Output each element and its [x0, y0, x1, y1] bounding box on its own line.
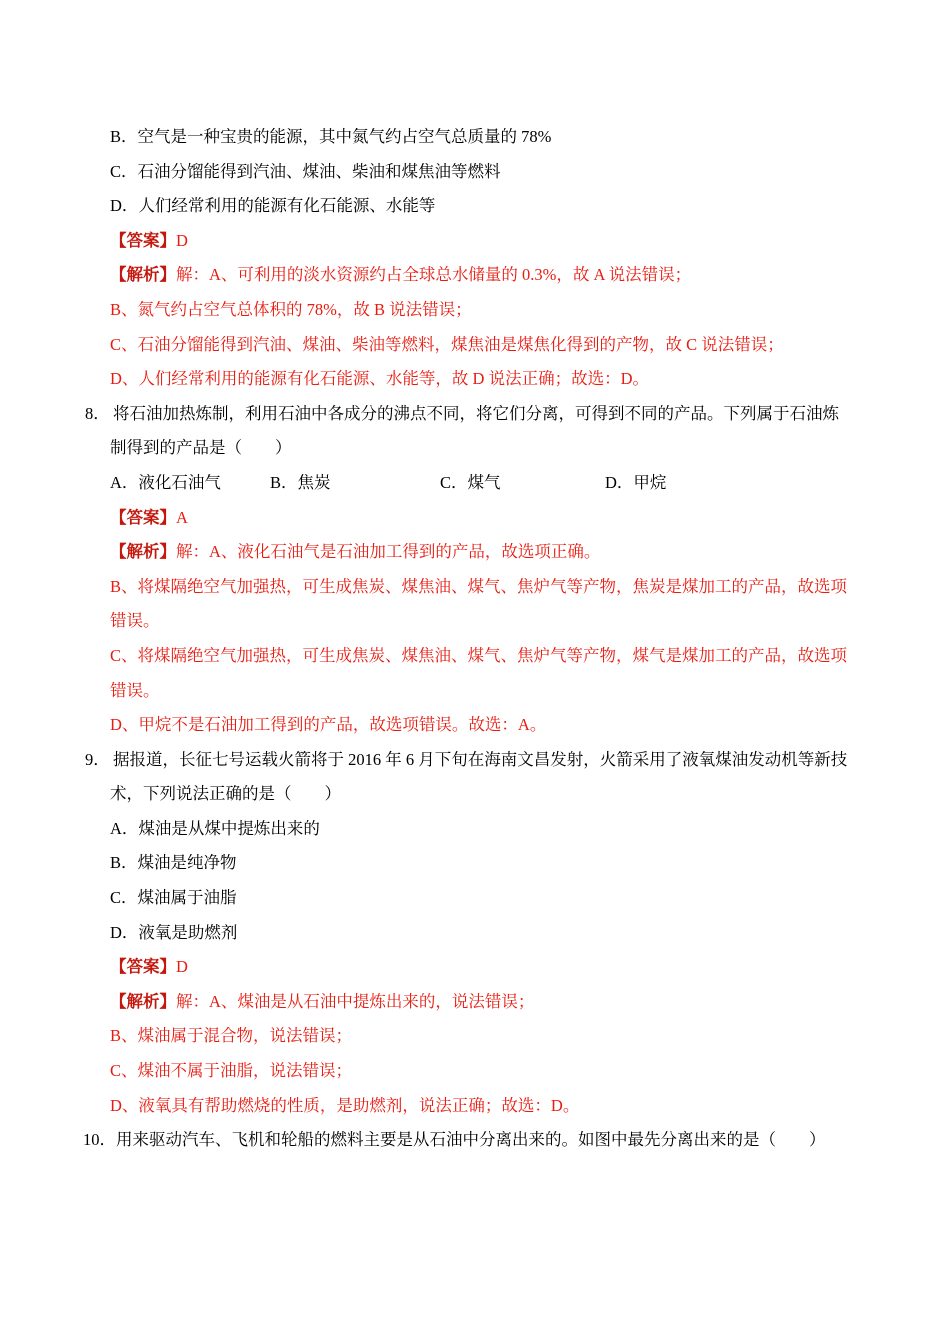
q8-option-a: A．液化石油气	[110, 472, 221, 492]
q9-option-c-line: C．煤油属于油脂	[110, 888, 237, 908]
q9-stem-line-1	[0, 743, 950, 778]
q9-number: 9．	[85, 749, 110, 769]
q7-analysis-label: 【解析】	[110, 265, 176, 285]
q9-option-b-line: B．煤油是纯净物	[110, 853, 237, 873]
q7-analysis-line-3: C、石油分馏能得到汽油、煤油、柴油等燃料，煤焦油是煤焦化得到的产物，故 C 说法错误；	[110, 334, 784, 354]
q7-option-d-line: D．人们经常利用的能源有化石能源、水能等	[110, 196, 436, 216]
q8-option-c: C．煤气	[440, 472, 501, 492]
q8-options-row	[0, 466, 950, 501]
q9-answer-label: 【答案】	[110, 957, 176, 977]
q7-option-b-line: B．空气是一种宝贵的能源，其中氮气约占空气总质量的 78%	[110, 127, 552, 146]
q8-stem-text-1: 将石油加热炼制，利用石油中各成分的沸点不同，将它们分离，可得到不同的产品。下列属于石油炼	[113, 403, 839, 423]
q8-analysis-line-2: B、将煤隔绝空气加强热，可生成焦炭、煤焦油、煤气、焦炉气等产物，焦炭是煤加工的产品，故选项	[110, 576, 848, 596]
q8-option-d: D．甲烷	[605, 472, 667, 492]
document-text-block	[0, 120, 950, 1158]
q9-option-d-line: D．液氧是助燃剂	[110, 922, 238, 942]
q9-analysis-label: 【解析】	[110, 991, 176, 1011]
q7-analysis-line-1	[0, 258, 950, 293]
q8-analysis-line-3: 错误。	[110, 611, 160, 631]
q8-analysis-text: 解：A、液化石油气是石油加工得到的产品，故选项正确。	[176, 542, 601, 562]
q7-analysis-line-2: B、氮气约占空气总体积的 78%，故 B 说法错误；	[110, 299, 472, 319]
q10-stem-line	[0, 1123, 950, 1158]
q7-answer-line	[0, 224, 950, 259]
q9-analysis-line-4: D、液氧具有帮助燃烧的性质，是助燃剂，说法正确；故选：D。	[110, 1095, 580, 1115]
q8-stem-line-1	[0, 397, 950, 432]
q7-analysis-text: 解：A、可利用的淡水资源约占全球总水储量的 0.3%，故 A 说法错误；	[176, 265, 692, 285]
q8-answer-label: 【答案】	[110, 507, 176, 527]
q9-analysis-line-3: C、煤油不属于油脂，说法错误；	[110, 1061, 353, 1081]
q8-analysis-line-1	[0, 535, 950, 570]
q8-number: 8．	[85, 403, 110, 423]
q8-option-b: B．焦炭	[270, 472, 331, 492]
q8-answer-line	[0, 501, 950, 536]
q7-option-c-line: C．石油分馏能得到汽油、煤油、柴油和煤焦油等燃料	[110, 161, 501, 181]
q9-analysis-line-1	[0, 985, 950, 1020]
q8-analysis-line-5: 错误。	[110, 680, 160, 700]
q7-answer-label: 【答案】	[110, 230, 176, 250]
q9-stem-text-1: 据报道，长征七号运载火箭将于 2016 年 6 月下旬在海南文昌发射，火箭采用了液氧煤油发动机等新技	[113, 749, 848, 769]
q8-stem-line-2: 制得到的产品是（ ）	[110, 438, 292, 458]
q9-analysis-text: 解：A、煤油是从石油中提炼出来的，说法错误；	[176, 991, 535, 1011]
q9-answer-line	[0, 950, 950, 985]
q9-option-a-line: A．煤油是从煤中提炼出来的	[110, 818, 320, 838]
q9-answer-value: D	[176, 957, 188, 977]
q10-number: 10．	[83, 1130, 116, 1150]
q9-analysis-line-2: B、煤油属于混合物，说法错误；	[110, 1026, 353, 1046]
q8-analysis-label: 【解析】	[110, 542, 176, 562]
q10-stem-text: 用来驱动汽车、飞机和轮船的燃料主要是从石油中分离出来的。如图中最先分离出来的是（ ）	[116, 1130, 826, 1150]
q8-answer-value: A	[176, 507, 188, 527]
q7-answer-value: D	[176, 230, 188, 250]
q9-stem-line-2: 术，下列说法正确的是（ ）	[110, 784, 341, 804]
q8-analysis-line-4: C、将煤隔绝空气加强热，可生成焦炭、煤焦油、煤气、焦炉气等产物，煤气是煤加工的产品，故选项	[110, 645, 848, 665]
q8-analysis-line-6: D、甲烷不是石油加工得到的产品，故选项错误。故选：A。	[110, 715, 547, 735]
q7-analysis-line-4: D、人们经常利用的能源有化石能源、水能等，故 D 说法正确；故选：D。	[110, 369, 649, 389]
